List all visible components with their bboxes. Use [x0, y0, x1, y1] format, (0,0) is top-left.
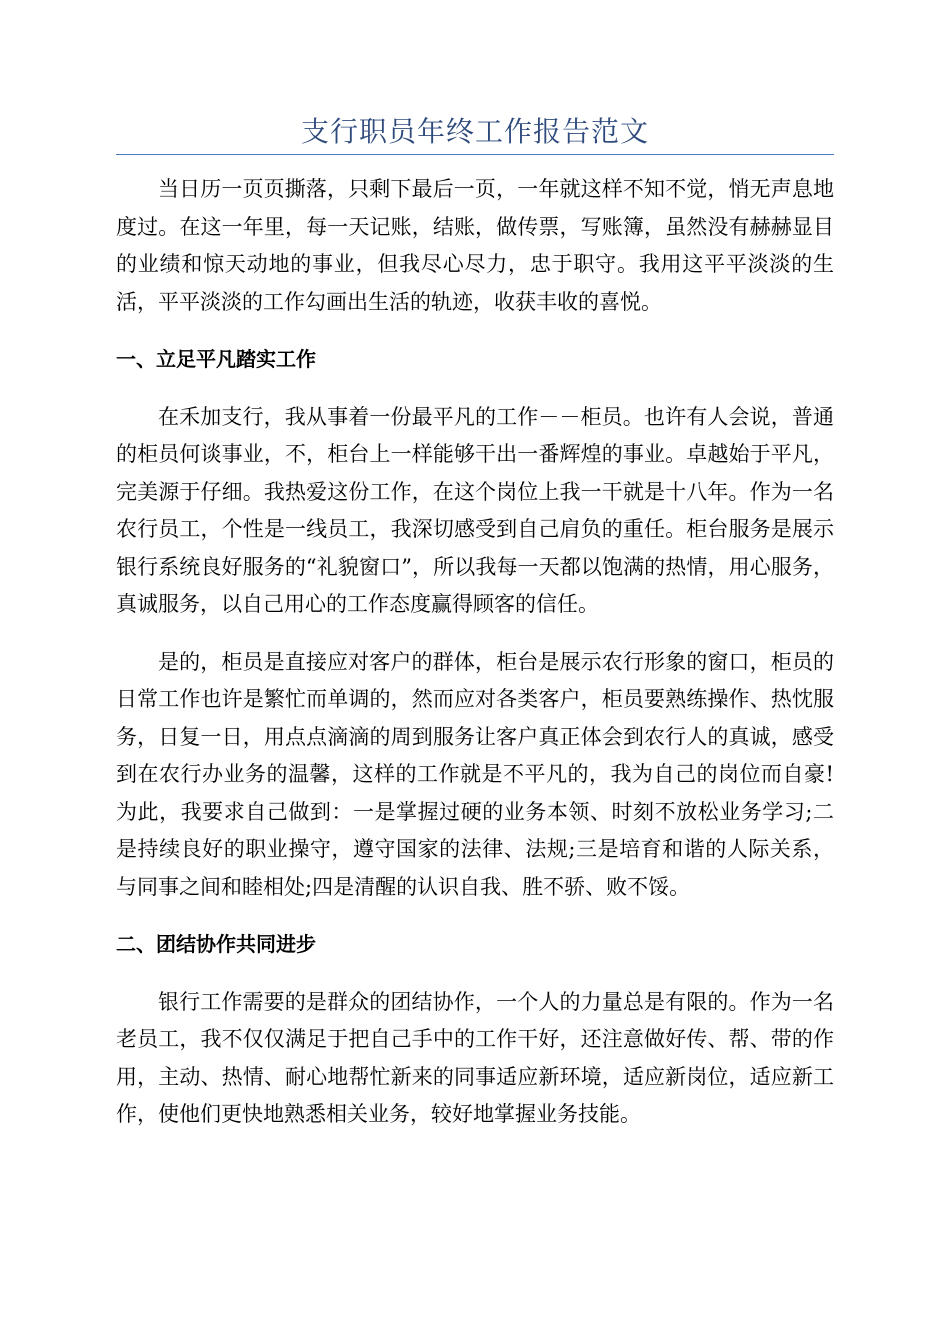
intro-paragraph: 当日历一页页撕落，只剩下最后一页，一年就这样不知不觉，悄无声息地度过。在这一年里，每一天记账，结账，做传票，写账簿，虽然没有赫赫显目的业绩和惊天动地的事业，但我尽心尽力，忠于职守。我用这平平淡淡的生活，平平淡淡的工作勾画出生活的轨迹，收获丰收的喜悦。	[116, 177, 834, 314]
section-heading-2: 二、团结协作共同进步	[116, 932, 316, 956]
section-2-paragraph-1: 银行工作需要的是群众的团结协作，一个人的力量总是有限的。作为一名老员工，我不仅仅满足于把自己手中的工作干好，还注意做好传、帮、带的作用，主动、热情、耐心地帮忙新来的同事适应新环境，适应新岗位，适应新工作，使他们更快地熟悉相关业务，较好地掌握业务技能。	[116, 989, 834, 1126]
section-1-paragraph-2: 是的，柜员是直接应对客户的群体，柜台是展示农行形象的窗口，柜员的日常工作也许是繁忙而单调的，然而应对各类客户，柜员要熟练操作、热忱服务，日复一日，用点点滴滴的周到服务让客户真正体会到农行人的真诚，感受到在农行办业务的温馨，这样的工作就是不平凡的，我为自己的岗位而自豪!为此，我要求自己做到：一是掌握过硬的业务本领、时刻不放松业务学习;二是持续良好的职业操守，遵守国家的法律、法规;三是培育和谐的人际关系，与同事之间和睦相处;四是清醒的认识自我、胜不骄、败不馁。	[116, 649, 834, 899]
document-title: 支行职员年终工作报告范文	[300, 115, 649, 148]
section-heading-1: 一、立足平凡踏实工作	[116, 347, 316, 371]
document-body	[116, 171, 834, 1154]
section-1-paragraph-1: 在禾加支行，我从事着一份最平凡的工作－－柜员。也许有人会说，普通的柜员何谈事业，不，柜台上一样能够干出一番辉煌的事业。卓越始于平凡，完美源于仔细。我热爱这份工作，在这个岗位上我一干就是十八年。作为一名农行员工，个性是一线员工，我深切感受到自己肩负的重任。柜台服务是展示银行系统良好服务的“礼貌窗口”，所以我每一天都以饱满的热情，用心服务，真诚服务，以自己用心的工作态度赢得顾客的信任。	[116, 404, 834, 616]
title-underline	[116, 154, 834, 155]
